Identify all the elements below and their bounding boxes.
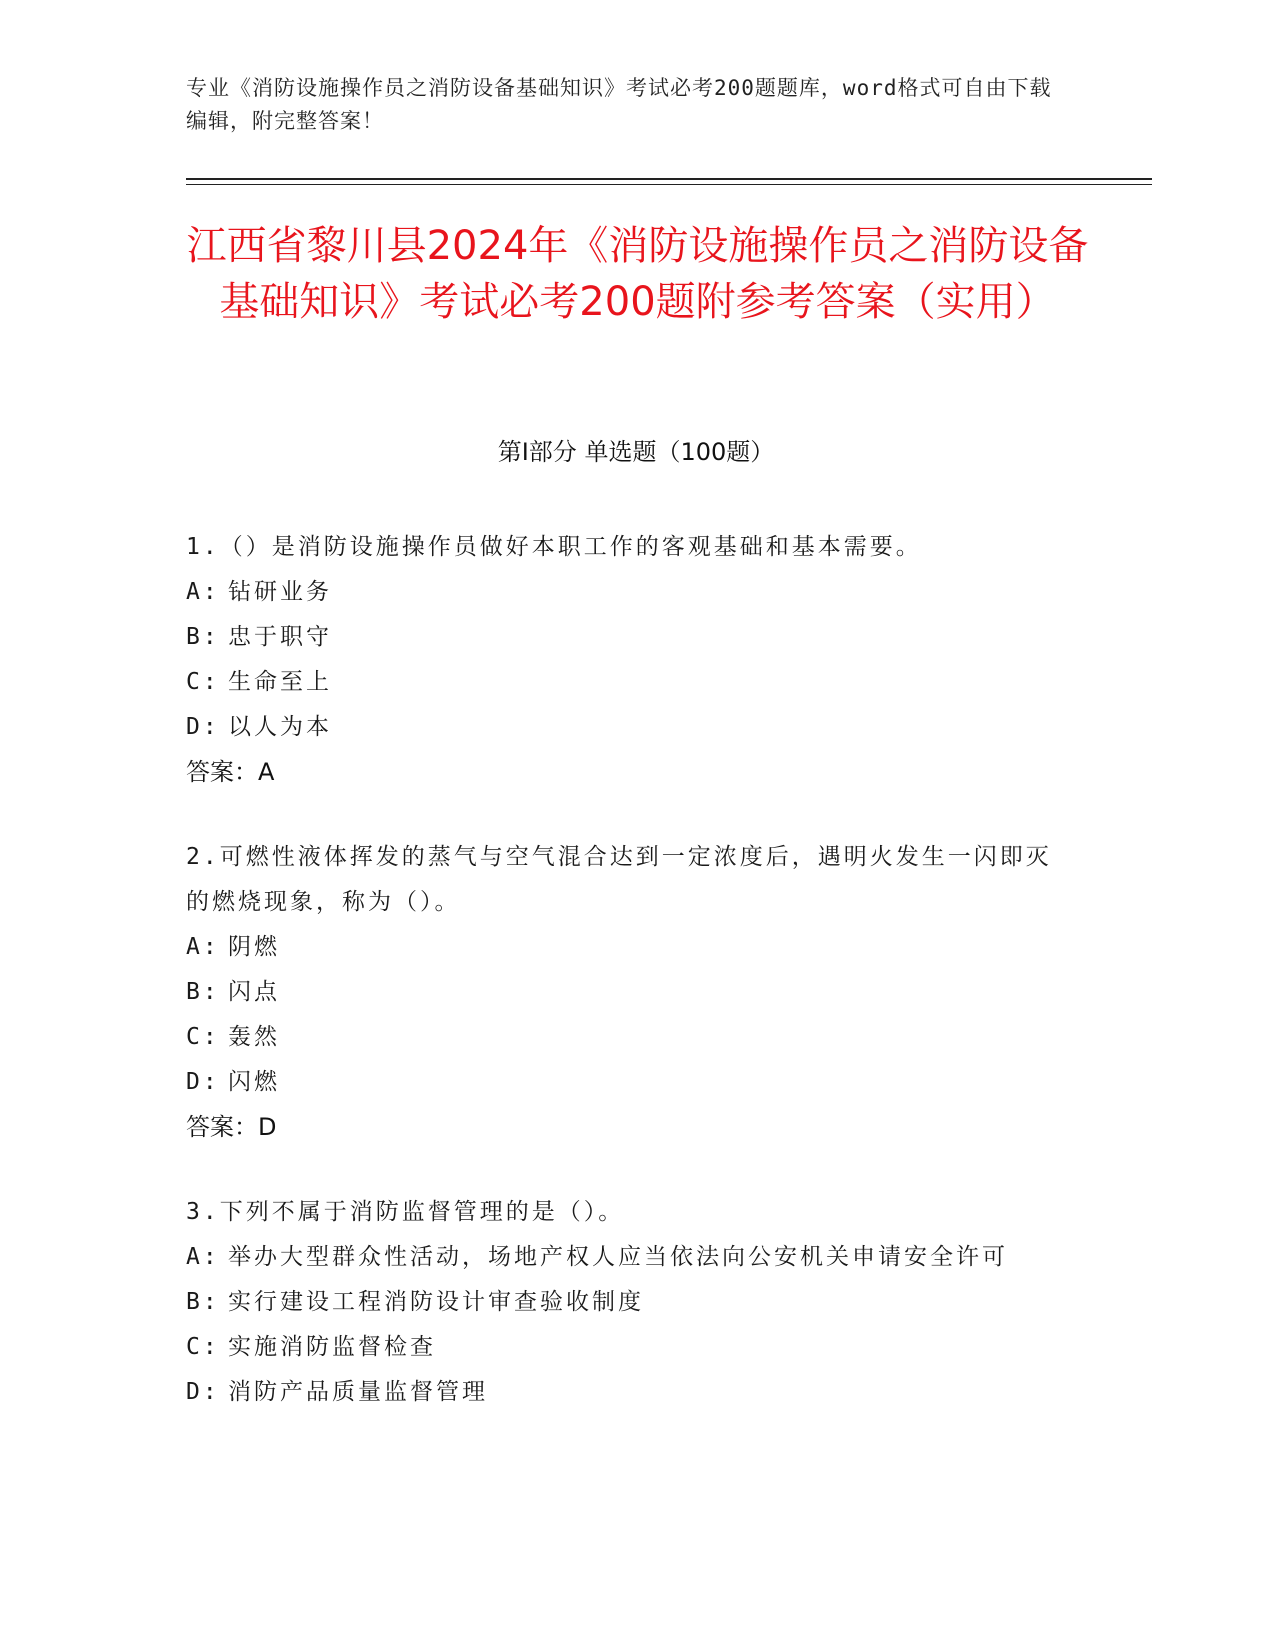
question-2 [186, 835, 1066, 1150]
option-text: 闪燃 [228, 1069, 280, 1095]
option-text: 生命至上 [228, 669, 332, 695]
option-c [186, 1015, 1066, 1060]
option-c [186, 660, 1066, 705]
option-a [186, 1235, 1066, 1280]
option-text: 忠于职守 [228, 624, 332, 650]
option-key: A: [186, 579, 220, 605]
option-b [186, 970, 1066, 1015]
option-d [186, 1060, 1066, 1105]
option-key: C: [186, 1024, 220, 1050]
option-a [186, 925, 1066, 970]
question-1 [186, 525, 1066, 795]
option-text: 以人为本 [228, 714, 332, 740]
option-key: B: [186, 979, 220, 1005]
option-text: 钻研业务 [228, 579, 332, 605]
answer: 答案：A [186, 758, 275, 786]
question-text: 3.下列不属于消防监督管理的是（）。 [186, 1199, 625, 1225]
option-text: 消防产品质量监督管理 [228, 1379, 488, 1405]
option-text: 阴燃 [228, 934, 280, 960]
question-list [186, 525, 1066, 1455]
option-b [186, 615, 1066, 660]
option-key: B: [186, 624, 220, 650]
option-key: D: [186, 1379, 220, 1405]
option-text: 轰然 [228, 1024, 280, 1050]
header-rule-thin [186, 184, 1152, 185]
question-3 [186, 1190, 1066, 1415]
option-c [186, 1325, 1066, 1370]
document-title: 江西省黎川县2024年《消防设施操作员之消防设备基础知识》考试必考200题附参考答案（实用） [186, 223, 1089, 325]
option-text: 实施消防监督检查 [228, 1334, 436, 1360]
option-key: A: [186, 1244, 220, 1270]
question-text: 1.（）是消防设施操作员做好本职工作的客观基础和基本需要。 [186, 534, 922, 560]
option-key: C: [186, 1334, 220, 1360]
option-d [186, 705, 1066, 750]
option-text: 举办大型群众性活动，场地产权人应当依法向公安机关申请安全许可 [228, 1244, 1008, 1270]
option-key: B: [186, 1289, 220, 1315]
header-note: 专业《消防设施操作员之消防设备基础知识》考试必考200题题库，word格式可自由下载编辑，附完整答案！ [186, 76, 1052, 133]
option-key: D: [186, 714, 220, 740]
option-key: A: [186, 934, 220, 960]
section-heading: 第Ⅰ部分 单选题（100题） [497, 438, 775, 466]
answer: 答案：D [186, 1113, 277, 1141]
option-a [186, 570, 1066, 615]
option-text: 闪点 [228, 979, 280, 1005]
question-text: 2.可燃性液体挥发的蒸气与空气混合达到一定浓度后，遇明火发生一闪即灭的燃烧现象，称为（）。 [186, 844, 1052, 915]
option-d [186, 1370, 1066, 1415]
option-key: C: [186, 669, 220, 695]
option-key: D: [186, 1069, 220, 1095]
option-text: 实行建设工程消防设计审查验收制度 [228, 1289, 644, 1315]
header-rule-thick [186, 178, 1152, 180]
option-b [186, 1280, 1066, 1325]
